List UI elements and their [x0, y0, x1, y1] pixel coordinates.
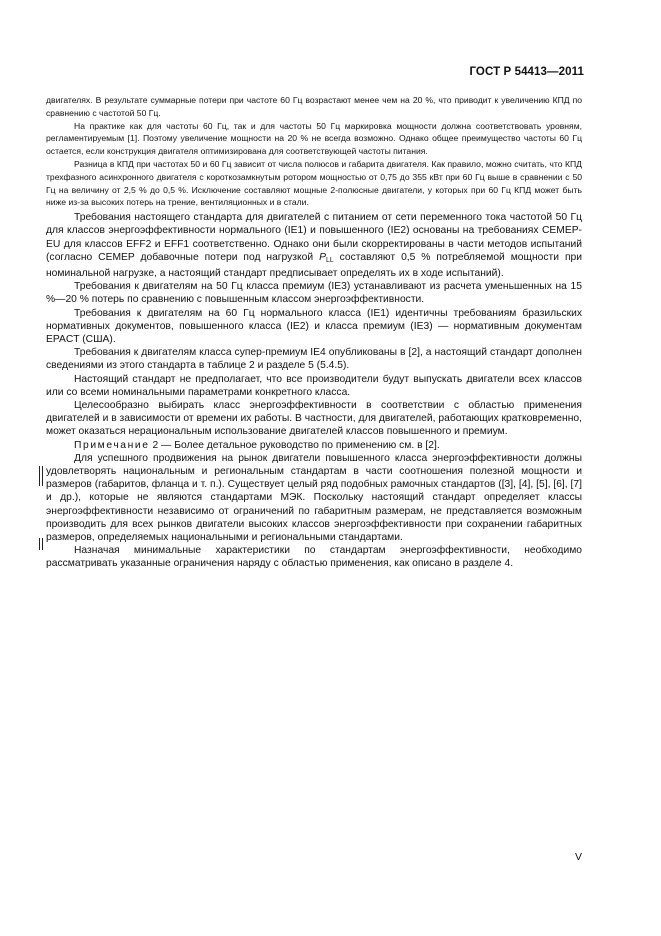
change-bar-3 [39, 538, 40, 550]
document-body [46, 94, 582, 571]
symbol-subscript: LL [325, 256, 334, 264]
paragraph: Требования к двигателям класса супер-премиум IE4 опубликованы в [2], а настоящий стандарт дополнен сведениями из этого стандарта в таблице 2 и разделе 5 (5.4.5). [46, 347, 582, 372]
change-bar-1 [39, 466, 40, 486]
small-print-section [46, 94, 582, 209]
symbol-p: P [319, 251, 326, 263]
change-bar-2 [42, 466, 43, 486]
paragraph-requirements-50hz [46, 211, 582, 280]
main-section [46, 211, 582, 570]
change-bar-4 [42, 538, 43, 550]
paragraph: Целесообразно выбирать класс энергоэффективности в соответствии с областью применения двигателей и в зависимости от времени их работы. В частности, для двигателей, работающих кратковременно, может оказаться нерациональным использование двигателей классов повышенного и премиум. [46, 400, 582, 438]
paragraph: Разница в КПД при частотах 50 и 60 Гц зависит от числа полюсов и габарита двигателя. Как правило, можно считать, что КПД трехфазного асинхронного двигателя с короткозамкнутым ротором мощностью от 0,75 до 355 кВт при 60 Гц выше в сравнении с 50 Гц на величину от 2,5 % до 0,5 %. Исключение составляют мощные 2-полюсные двигатели, у которых при 60 Гц КПД может быть ниже из-за высоких потерь на трение, вентиляционных и в стали. [46, 158, 582, 208]
note [46, 439, 582, 452]
paragraph: Для успешного продвижения на рынок двигатели повышенного класса энергоэффективности должны удовлетворять национальным и региональным стандартам в части соотношения полезной мощности и размеров (габаритов, фланца и т. п.). Существует целый ряд подобных рамочных стандартов ([3], [4], [5], [6], [7] и др.), которые не являются стандартами МЭК. Поскольку настоящий стандарт определяет классы энергоэффективности независимо от ограничений по габаритным размерам, не представляется возможным производить для всех рынков двигатели высоких классов энергоэффективности при сохранении габаритных размеров, определяемых национальными и региональными стандартами. [46, 452, 582, 544]
paragraph: На практике как для частоты 60 Гц, так и для частоты 50 Гц маркировка мощности должна соответствовать уровням, регламентируемым [1]. Поэтому увеличение мощности на 20 % не всегда возможно. Однако общее преимущество частоты 60 Гц остается, если конструкция двигателя оптимизирована для соответствующей частоты питания. [46, 120, 582, 157]
paragraph: Требования к двигателям на 50 Гц класса премиум (IE3) устанавливают из расчета уменьшенных на 15 %—20 % потерь по сравнению с повышенным классом энергоэффективности. [46, 281, 582, 306]
page-number: V [575, 851, 583, 863]
paragraph: Требования к двигателям на 60 Гц нормального класса (IE1) идентичны требованиям бразильских нормативных документов, повышенного класса (IE2) и класса премиум (IE3) — нормативным документам EPACT (США). [46, 307, 582, 345]
document-header: ГОСТ Р 54413—2011 [469, 66, 584, 78]
paragraph: Назначая минимальные характеристики по стандартам энергоэффективности, необходимо рассматривать указанные ограничения наряду с областью применения, как описано в разделе 4. [46, 545, 582, 570]
text-segment: составляют 0,5 % потребляемой мощности при номинальной нагрузке, а настоящий стандарт предписывает определять их в ходе испытаний). [46, 251, 582, 279]
note-text: 2 — Более детальное руководство по применению см. в [2]. [149, 439, 440, 451]
paragraph: двигателях. В результате суммарные потери при частоте 60 Гц возрастают менее чем на 20 %, что приводит к увеличению КПД по сравнению с частотой 50 Гц. [46, 95, 582, 118]
text-segment: Требования настоящего стандарта для двигателей с питанием от сети переменного тока частотой 50 Гц для классов энергоэффективности нормального (IE1) и повышенного (IE2) основаны на требованиях CEMEP-EU для классов EFF2 и EFF1 соответственно. Однако они были скорректированы в части методов испытаний (согласно CEMEP добавочные потери под нагрузкой [46, 212, 582, 263]
note-label: Примечание [74, 439, 150, 451]
paragraph: Настоящий стандарт не предполагает, что все производители будут выпускать двигатели всех классов или со всеми номинальными параметрами конкретного класса. [46, 373, 582, 398]
